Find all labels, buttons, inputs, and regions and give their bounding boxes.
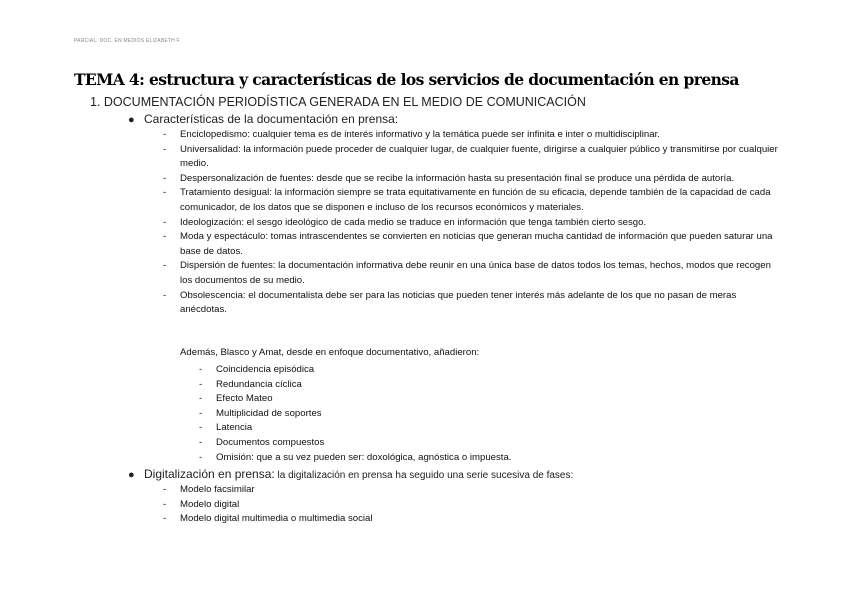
phases-list (163, 483, 563, 527)
list-item: - Modelo digital (163, 498, 563, 513)
bullet-description: la digitalización en prensa ha seguido una serie sucesiva de fases: (274, 470, 574, 481)
bullet-label: Digitalización en prensa: (144, 467, 275, 481)
list-item: - Modelo digital multimedia o multimedia social (163, 512, 563, 527)
list-item: - Moda y espectáculo: tomas intrascendentes se convierten en noticias que generan mucha cantidad de información que pueden saturar una base de datos. (163, 230, 783, 259)
bullet-caracteristicas (128, 112, 398, 126)
list-item: - Enciclopedismo: cualquier tema es de interés informativo y la temática puede ser infinita e inter o multidisciplinar. (163, 128, 783, 143)
bullet-dot-icon: ● (128, 469, 135, 481)
list-item: - Ideologización: el sesgo ideológico de cada medio se traduce en información que tenga también cierto sesgo. (163, 216, 783, 231)
list-item: - Redundancia cíclica (199, 378, 599, 393)
bullet-digitalizacion (128, 465, 573, 483)
list-item: - Despersonalización de fuentes: desde que se recibe la información hasta su presentación final se produce una pérdida de autoría. (163, 172, 783, 187)
section-heading: 1. DOCUMENTACIÓN PERIODÍSTICA GENERADA EN EL MEDIO DE COMUNICACIÓN (90, 95, 586, 109)
bullet-label: Características de la documentación en prensa: (144, 112, 399, 126)
list-item: - Efecto Mateo (199, 392, 599, 407)
list-item: - Universalidad: la información puede proceder de cualquier lugar, de cualquier fuente, dirigirse a cualquier público y transmitirse por cualquier medio. (163, 143, 783, 172)
list-item: - Latencia (199, 421, 599, 436)
bullet-dot-icon: ● (128, 114, 135, 126)
list-item: - Tratamiento desigual: la información siempre se trata equitativamente en función de su eficacia, depende también de la capacidad de cada comunicador, de los datos que se disponen e incluso de los recursos económicos y materiales. (163, 186, 783, 215)
page-header: PARCIAL. DOC. EN MEDIOS ELIZABETH F. (74, 38, 181, 44)
list-item: - Coincidencia episódica (199, 363, 599, 378)
additions-list (199, 363, 599, 465)
list-item: - Multiplicidad de soportes (199, 407, 599, 422)
characteristics-list (163, 128, 783, 318)
list-item: - Obsolescencia: el documentalista debe ser para las noticias que pueden tener interés más adelante de los que no pasan de meras anécdotas. (163, 289, 783, 318)
list-item: - Omisión: que a su vez pueden ser: doxológica, agnóstica o impuesta. (199, 451, 599, 466)
additions-intro: Además, Blasco y Amat, desde en enfoque documentativo, añadieron: (180, 347, 480, 358)
list-item: - Modelo facsimilar (163, 483, 563, 498)
list-item: - Documentos compuestos (199, 436, 599, 451)
page-title: TEMA 4: estructura y características de los servicios de documentación en prensa (74, 70, 739, 89)
list-item: - Dispersión de fuentes: la documentación informativa debe reunir en una única base de datos todos los temas, hechos, modos que recogen los documentos de su medio. (163, 259, 783, 288)
